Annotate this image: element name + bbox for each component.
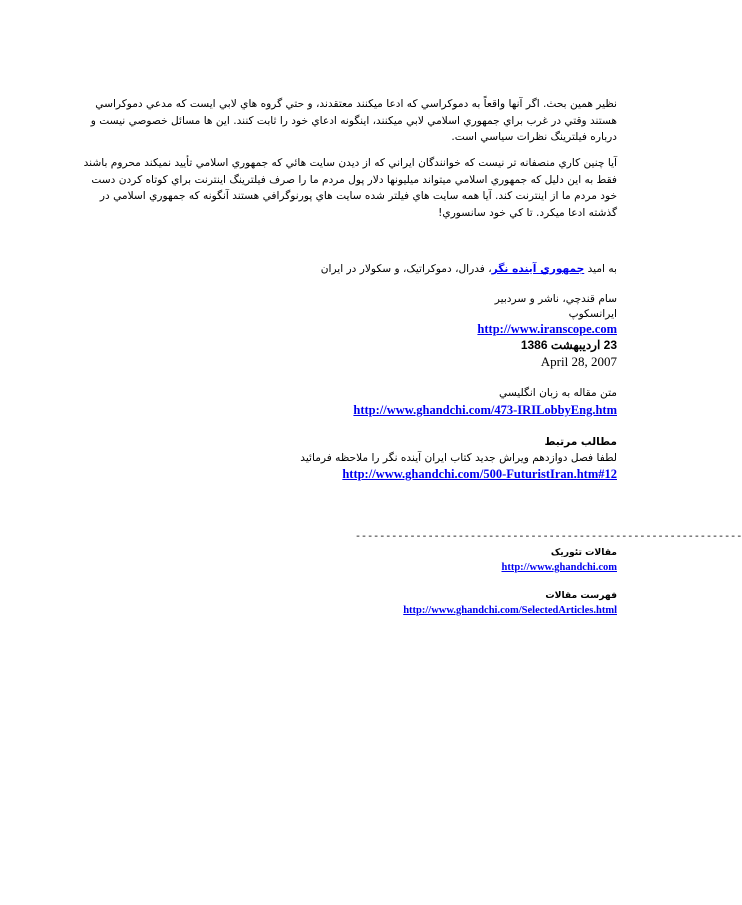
- related-articles-block: [250, 434, 617, 483]
- iranscope-link[interactable]: http://www.iranscope.com: [477, 322, 617, 336]
- signature-block: [300, 292, 617, 371]
- futurist-republic-link[interactable]: جمهوري آينده نگر: [491, 263, 585, 275]
- paragraph-1: نظير همين بحث. اگر آنها واقعاً به دموکراسي که ادعا ميکنند معتقدند، و حتي گروه هاي لابي ايست که مدعي دموکراسي هستند وقتي در غرب براي جمهوري اسلامي لابي ميکنند، اينگونه ادعاي خود را ثابت کنند. اين ها مسائل خصوصي نيست و درباره فيلترينگ نظرات سياسي است.: [90, 98, 617, 143]
- related-title: مطالب مرتبط: [544, 436, 617, 448]
- related-link[interactable]: http://www.ghandchi.com/500-FuturistIran.htm#12: [342, 467, 617, 481]
- hope-suffix: ، فدرال، دموکراتيک، و سکولار در ايران: [320, 263, 492, 275]
- articles-index-label: فهرست مقالات: [545, 590, 617, 601]
- ghandchi-home-link[interactable]: http://www.ghandchi.com: [501, 562, 617, 573]
- organization-name: ايرانسکوپ: [568, 308, 617, 320]
- divider-line: ----------------------------------------------------------------: [355, 532, 742, 543]
- hope-line: [80, 262, 617, 277]
- english-version-link[interactable]: http://www.ghandchi.com/473-IRILobbyEng.htm: [353, 403, 617, 417]
- selected-articles-link[interactable]: http://www.ghandchi.com/SelectedArticles.html: [403, 605, 617, 616]
- date-english: April 28, 2007: [540, 354, 617, 369]
- related-text: لطفا فصل دوازدهم ويراش جديد کتاب ايران آينده نگر را ملاحظه فرمائيد: [300, 452, 617, 464]
- hope-prefix: به اميد: [587, 263, 617, 275]
- articles-index-block: [330, 588, 617, 618]
- paragraph-2: آيا چنين کاري منصفانه تر نيست که خوانندگان ايراني که از ديدن سايت هائي که جمهوري اسلامي تأييد نميکند محروم باشند فقط به اين دليل که جمهوري اسلامي ميتواند ميليونها دلار پول مردم ما را صرف فيلترينگ اينترنت براي کوتاه کردن دست خود مردم ما از اينترنت کند. آيا همه سايت هاي فيلتر شده سايت هاي پورنوگرافي هستند آنگونه که جمهوري اسلامي در گذشته ادعا ميکرد. تا کي خود سانسوري!: [83, 157, 617, 219]
- english-version-block: [300, 385, 617, 420]
- date-persian: 23 ارديبهشت 1386: [520, 338, 617, 352]
- english-version-label: متن مقاله به زبان انگليسي: [498, 387, 617, 399]
- theory-articles-block: [330, 545, 617, 575]
- theory-articles-label: مقالات تئوريک: [550, 547, 617, 558]
- author-name: سام قندچي، ناشر و سردبير: [494, 293, 617, 305]
